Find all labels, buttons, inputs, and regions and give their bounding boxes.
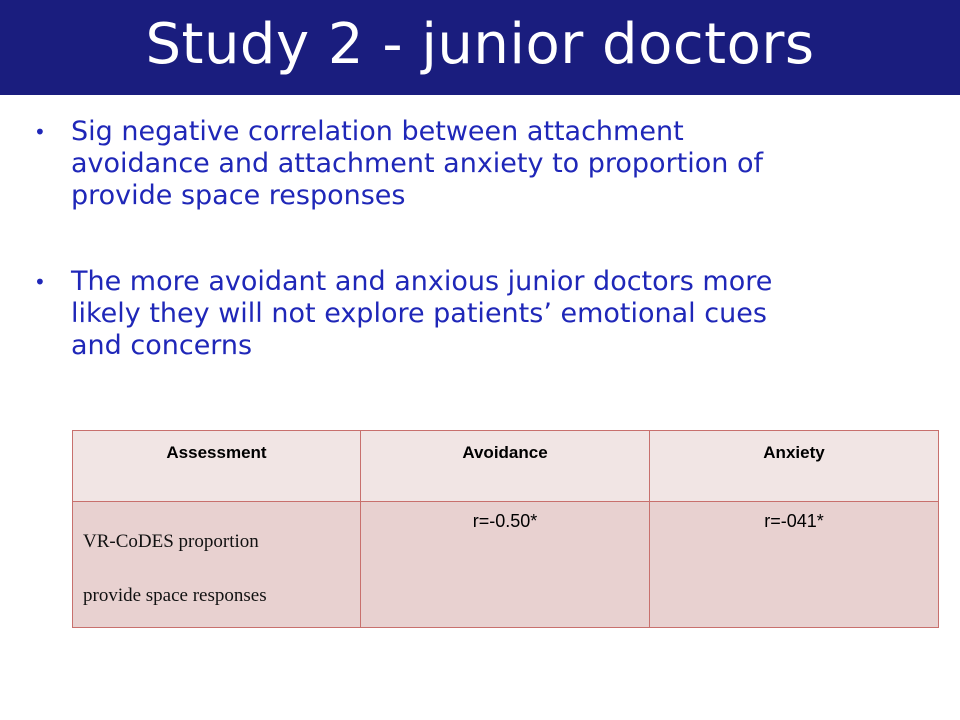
results-table — [72, 430, 939, 628]
bullet-list — [34, 116, 934, 362]
table-header-row — [73, 431, 939, 502]
bullet-item-correlation — [34, 116, 934, 212]
title-bar — [0, 0, 960, 95]
assessment-line: VR-CoDES proportion — [83, 531, 259, 552]
header-avoidance: Avoidance — [361, 431, 650, 502]
bullet-line: likely they will not explore patients’ emotional cues — [71, 298, 767, 329]
bullet-dot-icon: • — [34, 120, 46, 144]
table-row — [73, 502, 939, 628]
header-anxiety: Anxiety — [650, 431, 939, 502]
bullet-item-implication — [34, 266, 934, 362]
bullet-dot-icon: • — [34, 270, 46, 294]
header-assessment: Assessment — [73, 431, 361, 502]
slide-title: Study 2 - junior doctors — [145, 12, 815, 77]
bullet-line: Sig negative correlation between attachment — [71, 116, 684, 147]
bullet-line: provide space responses — [71, 180, 406, 211]
bullet-line: The more avoidant and anxious junior doctors more — [71, 266, 773, 297]
cell-assessment — [73, 502, 361, 628]
bullet-line: and concerns — [71, 330, 253, 361]
cell-anxiety: r=-041* — [650, 502, 939, 628]
cell-avoidance: r=-0.50* — [361, 502, 650, 628]
assessment-line: provide space responses — [83, 585, 267, 606]
bullet-line: avoidance and attachment anxiety to proportion of — [71, 148, 764, 179]
